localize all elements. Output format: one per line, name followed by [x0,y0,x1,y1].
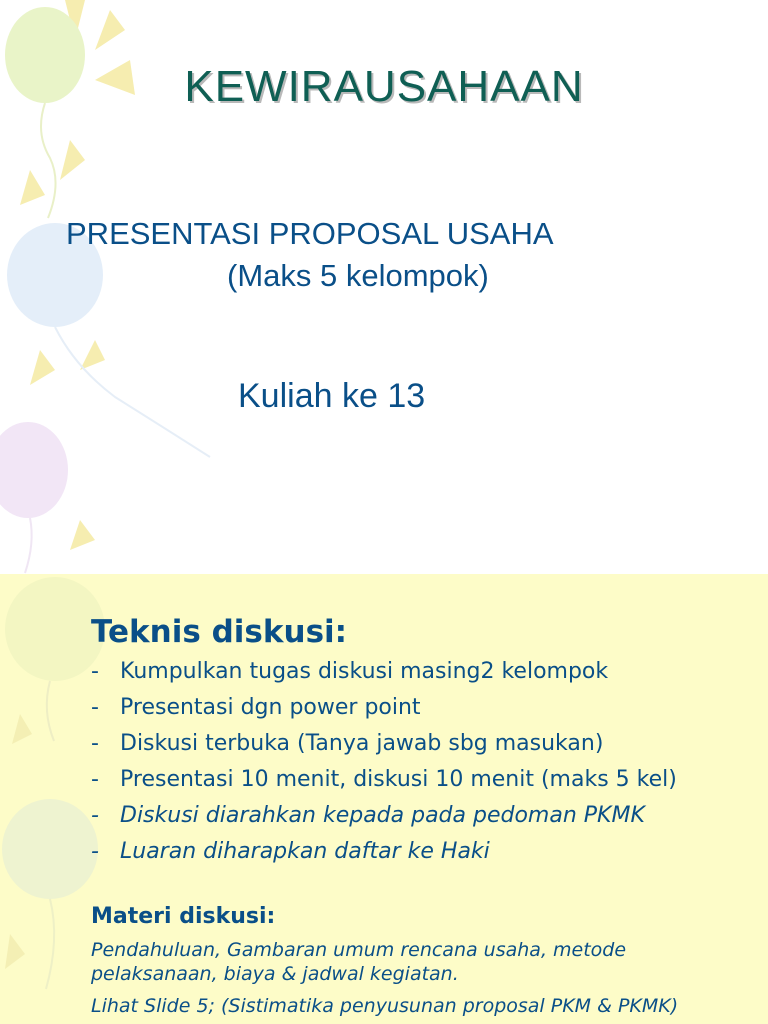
lecture-number: Kuliah ke 13 [238,377,426,415]
list-item [91,658,751,686]
subtitle-line-1: PRESENTASI PROPOSAL USAHA [66,216,554,251]
list-item-text: Presentasi dgn power point [120,695,421,720]
bullet-dash: - [91,839,99,864]
list-item [91,694,751,722]
list-item [91,802,751,830]
discussion-rules-list [91,658,751,874]
list-item [91,730,751,758]
bullet-dash: - [91,731,99,756]
list-item-text: Kumpulkan tugas diskusi masing2 kelompok [120,659,609,684]
reference-text: Lihat Slide 5; (Sistimatika penyusunan proposal PKM & PKMK) [91,995,679,1017]
list-item [91,766,751,794]
bullet-dash: - [91,803,99,828]
list-item-text: Diskusi diarahkan kepada pada pedoman PKMK [120,803,645,828]
materi-heading: Materi diskusi: [91,904,276,929]
bullet-dash: - [91,767,99,792]
list-item [91,838,751,866]
bullet-dash: - [91,659,99,684]
section-heading: Teknis diskusi: [91,614,348,650]
list-item-text: Presentasi 10 menit, diskusi 10 menit (maks 5 kel) [120,767,677,792]
list-item-text: Diskusi terbuka (Tanya jawab sbg masukan) [120,731,604,756]
materi-text: Pendahuluan, Gambaran umum rencana usaha, metode pelaksanaan, biaya & jadwal kegiatan. [91,939,627,985]
bullet-dash: - [91,695,99,720]
subtitle-line-2: (Maks 5 kelompok) [227,258,489,293]
discussion-slide [0,574,768,1024]
list-item-text: Luaran diharapkan daftar ke Haki [120,839,490,864]
slide-title: KEWIRAUSAHAAN [184,62,584,111]
